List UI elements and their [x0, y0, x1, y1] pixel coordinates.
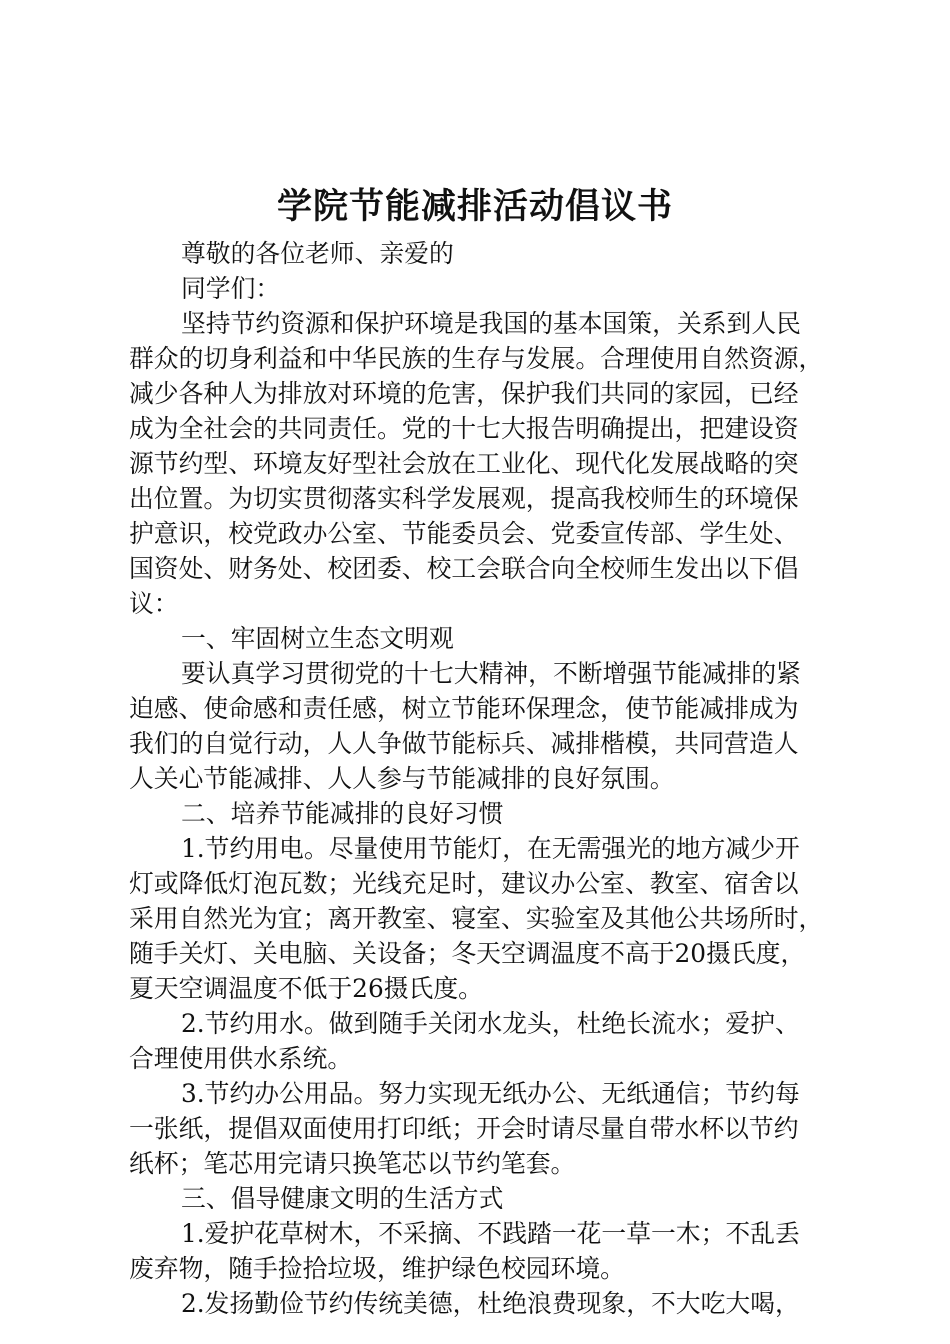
body-line: 采用自然光为宜；离开教室、寝室、实验室及其他公共场所时， — [129, 904, 824, 933]
body-line: 尊敬的各位老师、亲爱的 — [181, 239, 454, 268]
body-line: 成为全社会的共同责任。党的十七大报告明确提出，把建设资 — [129, 414, 799, 443]
body-line: 灯或降低灯泡瓦数；光线充足时，建议办公室、教室、宿舍以 — [129, 869, 799, 898]
body-line: 废弃物，随手捡拾垃圾，维护绿色校园环境。 — [129, 1254, 625, 1283]
body-line: 人关心节能减排、人人参与节能减排的良好氛围。 — [129, 764, 675, 793]
body-line: 2.节约用水。做到随手关闭水龙头，杜绝长流水；爱护、 — [181, 1009, 800, 1038]
body-line: 三、倡导健康文明的生活方式 — [181, 1184, 504, 1213]
body-line: 议： — [129, 589, 179, 618]
body-line: 护意识，校党政办公室、节能委员会、党委宣传部、学生处、 — [129, 519, 799, 548]
body-line: 二、培养节能减排的良好习惯 — [181, 799, 504, 828]
body-line: 我们的自觉行动，人人争做节能标兵、减排楷模，共同营造人 — [129, 729, 799, 758]
document-body — [129, 236, 835, 1321]
body-line: 1.爱护花草树木，不采摘、不践踏一花一草一木；不乱丢 — [181, 1219, 800, 1248]
body-line: 国资处、财务处、校团委、校工会联合向全校师生发出以下倡 — [129, 554, 799, 583]
body-line: 随手关灯、关电脑、关设备；冬天空调温度不高于20摄氏度， — [129, 939, 806, 968]
body-line: 合理使用供水系统。 — [129, 1044, 353, 1073]
body-line: 出位置。为切实贯彻落实科学发展观，提高我校师生的环境保 — [129, 484, 799, 513]
body-line: 1.节约用电。尽量使用节能灯，在无需强光的地方减少开 — [181, 834, 800, 863]
body-line: 纸杯；笔芯用完请只换笔芯以节约笔套。 — [129, 1149, 576, 1178]
body-line: 同学们： — [181, 274, 281, 303]
body-line: 2.发扬勤俭节约传统美德，杜绝浪费现象，不大吃大喝， — [181, 1289, 800, 1318]
body-line: 迫感、使命感和责任感，树立节能环保理念，使节能减排成为 — [129, 694, 799, 723]
body-line: 群众的切身利益和中华民族的生存与发展。合理使用自然资源， — [129, 344, 824, 373]
body-line: 3.节约办公用品。努力实现无纸办公、无纸通信；节约每 — [181, 1079, 800, 1108]
body-line: 一张纸，提倡双面使用打印纸；开会时请尽量自带水杯以节约 — [129, 1114, 799, 1143]
body-line: 源节约型、环境友好型社会放在工业化、现代化发展战略的突 — [129, 449, 799, 478]
body-line: 减少各种人为排放对环境的危害，保护我们共同的家园，已经 — [129, 379, 799, 408]
body-line: 坚持节约资源和保护环境是我国的基本国策，关系到人民 — [181, 309, 801, 338]
document-title: 学院节能减排活动倡议书 — [276, 186, 673, 227]
body-line: 要认真学习贯彻党的十七大精神，不断增强节能减排的紧 — [181, 659, 801, 688]
body-line: 夏天空调温度不低于26摄氏度。 — [129, 974, 483, 1003]
body-line: 一、牢固树立生态文明观 — [181, 624, 454, 653]
